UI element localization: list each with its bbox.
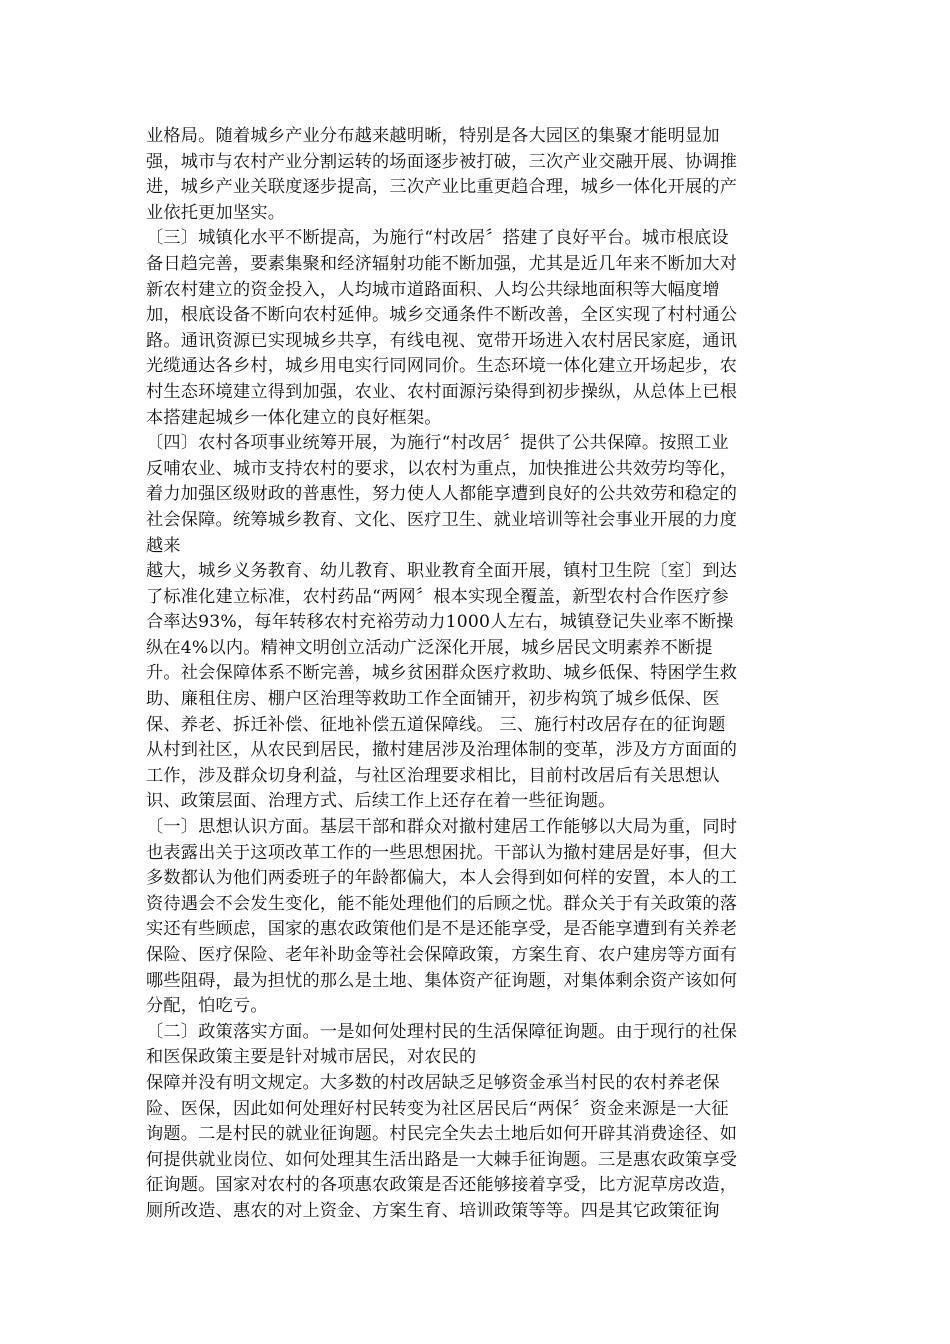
text-line: 〔二〕政策落实方面。一是如何处理村民的生活保障征询题。由于现行的社保: [146, 1021, 738, 1042]
text-line: 越大，城乡义务教育、幼儿教育、职业教育全面开展，镇村卫生院〔室〕到达: [146, 561, 738, 582]
text-line: 〔四〕农村各项事业统筹开展，为施行“村改居〞提供了公共保障。按照工业: [146, 433, 729, 454]
text-line: 和医保政策主要是针对城市居民，对农民的: [146, 1047, 477, 1068]
text-line: 保、养老、拆迁补偿、征地补偿五道保障线。 三、施行村改居存在的征询题: [146, 714, 726, 735]
text-line: 询题。二是村民的就业征询题。村民完全失去土地后如何开辟其消费途径、如: [146, 1124, 738, 1145]
text-line: 反哺农业、城市支持农村的要求，以农村为重点，加快推进公共效劳均等化，: [146, 458, 738, 479]
text-line: 识、政策层面、治理方式、后续工作上还存在着一些征询题。: [146, 791, 616, 812]
text-line: 升。社会保障体系不断完善，城乡贫困群众医疗救助、城乡低保、特困学生救: [146, 663, 738, 684]
text-line: 进，城乡产业关联度逐步提高，三次产业比重更趋合理，城乡一体化开展的产: [146, 177, 738, 198]
text-line: 加，根底设备不断向农村延伸。城乡交通条件不断改善，全区实现了村村通公: [146, 305, 738, 326]
text-line: 新农村建立的资金投入，人均城市道路面积、人均公共绿地面积等大幅度增: [146, 279, 720, 300]
text-line: 〔三〕城镇化水平不断提高，为施行“村改居〞搭建了良好平台。城市根底设: [146, 228, 729, 249]
text-line: 从村到社区，从农民到居民，撤村建居涉及治理体制的变革，涉及方方面面的: [146, 740, 738, 761]
document-body: [146, 124, 806, 1225]
text-line: 〔一〕思想认识方面。基层干部和群众对撤村建居工作能够以大局为重，同时: [146, 817, 738, 838]
text-line: 备日趋完善，要素集聚和经济辐射功能不断加强，尤其是近几年来不断加大对: [146, 253, 738, 274]
text-line: 保险、医疗保险、老年补助金等社会保障政策，方案生育、农户建房等方面有: [146, 945, 738, 965]
text-line: 助、廉租住房、棚户区治理等救助工作全面铺开，初步构筑了城乡低保、医: [146, 689, 720, 710]
text-line: 险、医保，因此如何处理好村民转变为社区居民后“两保〞资金来源是一大征: [146, 1098, 729, 1119]
text-line: 征询题。国家对农村的各项惠农政策是否还能够接着享受，比方泥草房改造，: [146, 1175, 738, 1196]
text-line: 实还有些顾虑，国家的惠农政策他们是不是还能享受，是否能享遭到有关养老: [146, 919, 738, 940]
text-line: 业依托更加坚实。: [146, 202, 286, 223]
text-line: 业格局。随着城乡产业分布越来越明晰，特别是各大园区的集聚才能明显加: [146, 126, 720, 146]
text-line: 了标准化建立标准，农村药品“两网〞根本实现全覆盖，新型农村合作医疗参: [146, 586, 729, 607]
text-line: 合率达93%，每年转移农村充裕劳动力1000人左右，城镇登记失业率不断操: [146, 612, 734, 633]
text-line: 社会保障。统筹城乡教育、文化、医疗卫生、就业培训等社会事业开展的力度: [146, 509, 738, 530]
text-line: 保障并没有明文规定。大多数的村改居缺乏足够资金承当村民的农村养老保: [146, 1072, 720, 1093]
text-line: 着力加强区级财政的普惠性，努力使人人都能享遭到良好的公共效劳和稳定的: [146, 484, 738, 505]
text-line: 光缆通达各乡村，城乡用电实行同网同价。生态环境一体化建立开场起步，农: [146, 356, 738, 377]
text-line: 哪些阻碍，最为担忧的那么是土地、集体资产征询题，对集体剩余资产该如何: [146, 970, 738, 991]
text-line: 纵在4%以内。精神文明创立活动广泛深化开展，城乡居民文明素养不断提: [146, 637, 713, 658]
text-line: 强，城市与农村产业分割运转的场面逐步被打破，三次产业交融开展、协调推: [146, 151, 738, 172]
text-line: 资待遇会不会发生变化，能不能处理他们的后顾之忧。群众关于有关政策的落: [146, 893, 738, 914]
text-line: 村生态环境建立得到加强，农业、农村面源污染得到初步操纵，从总体上已根: [146, 381, 738, 402]
text-line: 工作，涉及群众切身利益，与社区治理要求相比，目前村改居后有关思想认: [146, 765, 720, 786]
text-line: 也表露出关于这项改革工作的一些思想困扰。干部认为撤村建居是好事，但大: [146, 842, 738, 863]
text-line: 何提供就业岗位、如何处理其生活出路是一大棘手征询题。三是惠农政策享受: [146, 1149, 738, 1170]
text-line: 厕所改造、惠农的对上资金、方案生育、培训政策等等。四是其它政策征询: [146, 1200, 720, 1221]
text-line: 多数都认为他们两委班子的年龄都偏大，本人会得到如何样的安置，本人的工: [146, 868, 738, 889]
text-line: 越来: [146, 535, 181, 556]
text-line: 分配，怕吃亏。: [146, 996, 268, 1017]
text-line: 本搭建起城乡一体化建立的良好框架。: [146, 407, 442, 428]
text-line: 路。通讯资源已实现城乡共享，有线电视、宽带开场进入农村居民家庭，通讯: [146, 330, 738, 351]
